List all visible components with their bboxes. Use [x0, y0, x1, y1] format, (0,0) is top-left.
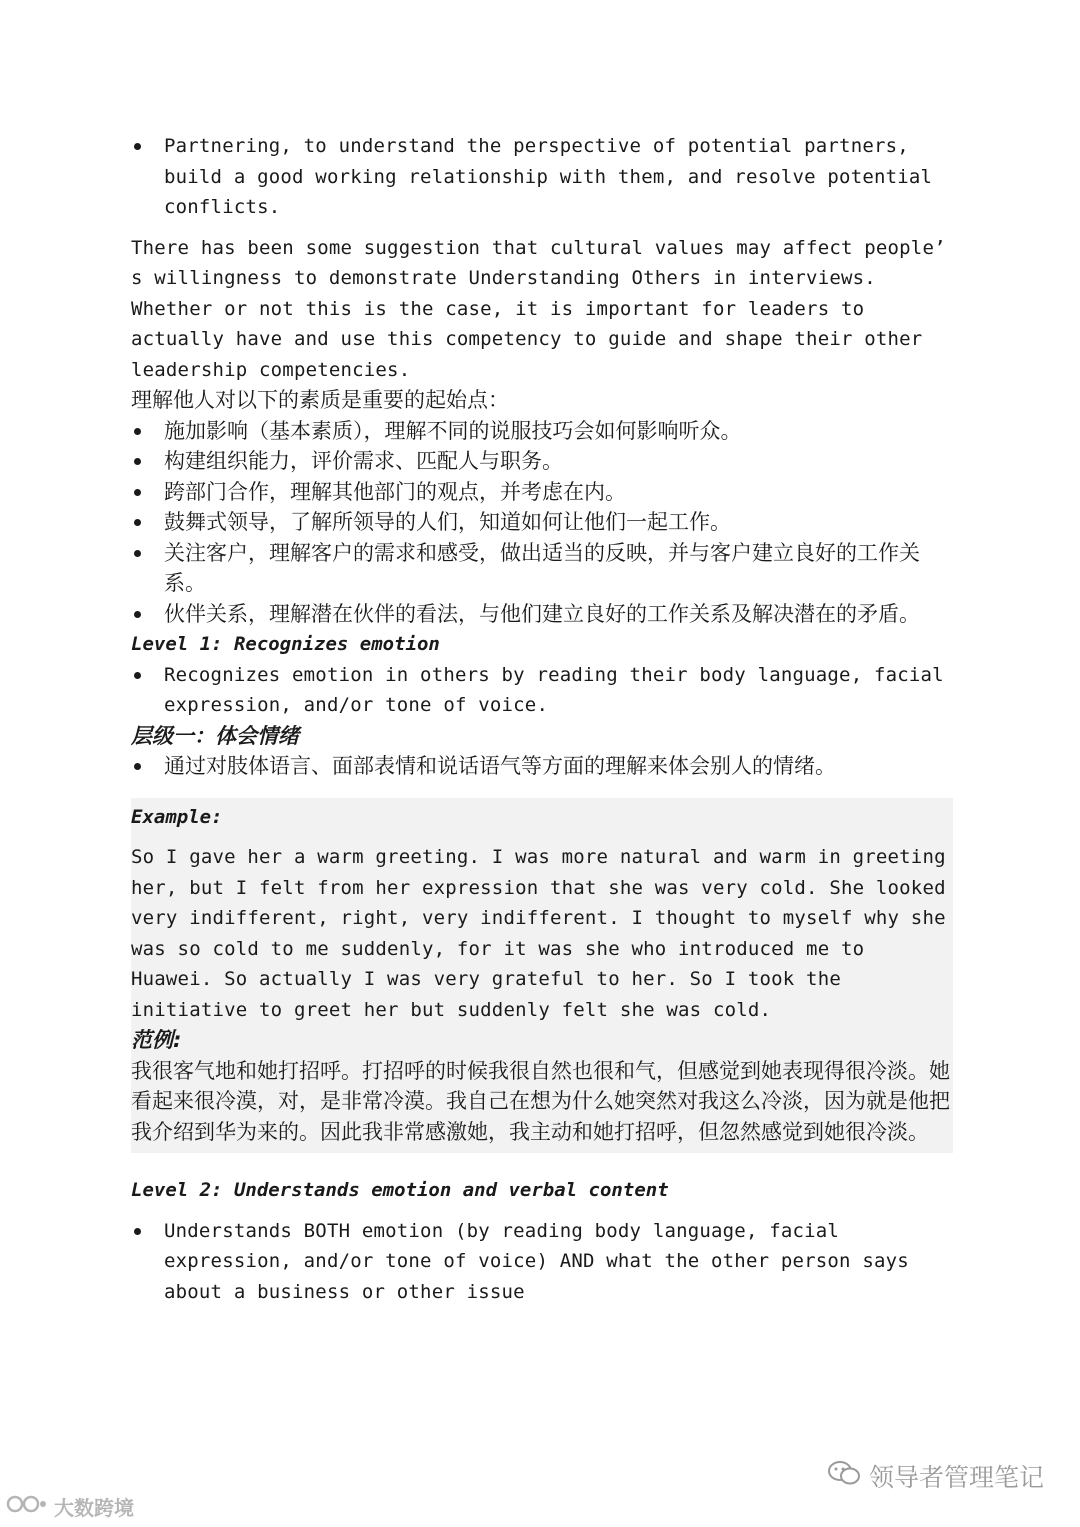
level1-bullet-list-cn [131, 751, 953, 782]
bullet-icon [134, 611, 141, 618]
level2-heading-en: Level 2: Understands emotion and verbal content [131, 1179, 669, 1201]
example-text-cn: 我很客气地和她打招呼。打招呼的时候我很自然也很和气，但感觉到她表现得很冷淡。她看起来很冷漠，对，是非常冷漠。我自己在想为什么她突然对我这么冷淡，因为就是他把我介绍到华为来的。因此我非常感激她，我主动和她打招呼，但忽然感觉到她很冷淡。 [131, 1058, 950, 1144]
list-item [131, 477, 953, 508]
bullet-text: 施加影响（基本素质），理解不同的说服技巧会如何影响听众。 [164, 418, 742, 443]
list-item [131, 416, 953, 447]
list-item [131, 538, 953, 599]
level1-heading-en: Level 1: Recognizes emotion [131, 633, 440, 655]
intro-bullet-list [131, 131, 953, 223]
list-item [131, 507, 953, 538]
bullet-text: Partnering, to understand the perspective of potential partners, build a good working relationship with them, and resolve potential conflicts. [164, 135, 933, 218]
watermark-text: 领导者管理笔记 [868, 1463, 1044, 1492]
paragraph-en: There has been some suggestion that cultural values may affect people’ s willingness to demonstrate Understanding Others in interviews. Whether or not this is the case, it is important for leaders to actually have and use this competency to guide and shape their other leadership competencies. [131, 236, 946, 381]
bullet-icon [134, 428, 141, 435]
list-item [131, 446, 953, 477]
bullet-icon [134, 489, 141, 496]
brand-logo-icon [6, 1493, 48, 1520]
example-box [131, 798, 953, 1154]
bullet-text: 鼓舞式领导，了解所领导的人们，知道如何让他们一起工作。 [164, 510, 731, 534]
level1-heading-cn: 层级一：体会情绪 [131, 723, 299, 748]
bullet-text: Recognizes emotion in others by reading their body language, facial expression, and/or tone of voice. [164, 663, 944, 716]
list-item [131, 599, 953, 630]
example-label-cn: 范例: [131, 1028, 182, 1052]
bullet-text: 伙伴关系，理解潜在伙伴的看法，与他们建立良好的工作关系及解决潜在的矛盾。 [164, 601, 920, 626]
bullet-text: 关注客户，理解客户的需求和感受，做出适当的反映，并与客户建立良好的工作关系。 [164, 540, 920, 595]
bullet-icon [134, 550, 141, 557]
watermark-text: 大数跨境 [54, 1496, 134, 1520]
paragraph-cn: 理解他人对以下的素质是重要的起始点： [131, 388, 509, 412]
document-page [131, 131, 953, 1307]
bullet-icon [134, 1228, 141, 1235]
bullet-icon [134, 143, 141, 150]
watermark-wechat [827, 1458, 1044, 1494]
list-item [131, 131, 953, 223]
wechat-icon [827, 1459, 861, 1493]
bullet-text: Understands BOTH emotion (by reading body language, facial expression, and/or tone of voice) AND what the other person says about a business or other issue [164, 1219, 909, 1303]
level1-bullet-list-en [131, 660, 953, 721]
bullet-text: 跨部门合作，理解其他部门的观点，并考虑在内。 [164, 479, 626, 504]
bullet-icon [134, 763, 141, 770]
list-item [131, 751, 953, 782]
list-item [131, 660, 953, 721]
example-text-en: So I gave her a warm greeting. I was more natural and warm in greeting her, but I felt from her expression that she was very cold. She looked very indifferent, right, very indifferent. I thought to myself why she was so cold to me suddenly, for it was she who introduced me to Huawei. So actually I was very grateful to her. So I took the initiative to greet her but suddenly felt she was cold. [131, 846, 946, 1021]
bullet-icon [134, 458, 141, 465]
bullet-text: 通过对肢体语言、面部表情和说话语气等方面的理解来体会别人的情绪。 [164, 754, 836, 778]
watermark-brand [6, 1492, 134, 1521]
cn-bullet-list [131, 416, 953, 630]
bullet-text: 构建组织能力，评价需求、匹配人与职务。 [164, 449, 563, 473]
example-label-en: Example: [131, 805, 223, 828]
bullet-icon [134, 519, 141, 526]
bullet-icon [134, 672, 141, 679]
level2-bullet-list-en [131, 1216, 953, 1308]
list-item [131, 1216, 953, 1308]
